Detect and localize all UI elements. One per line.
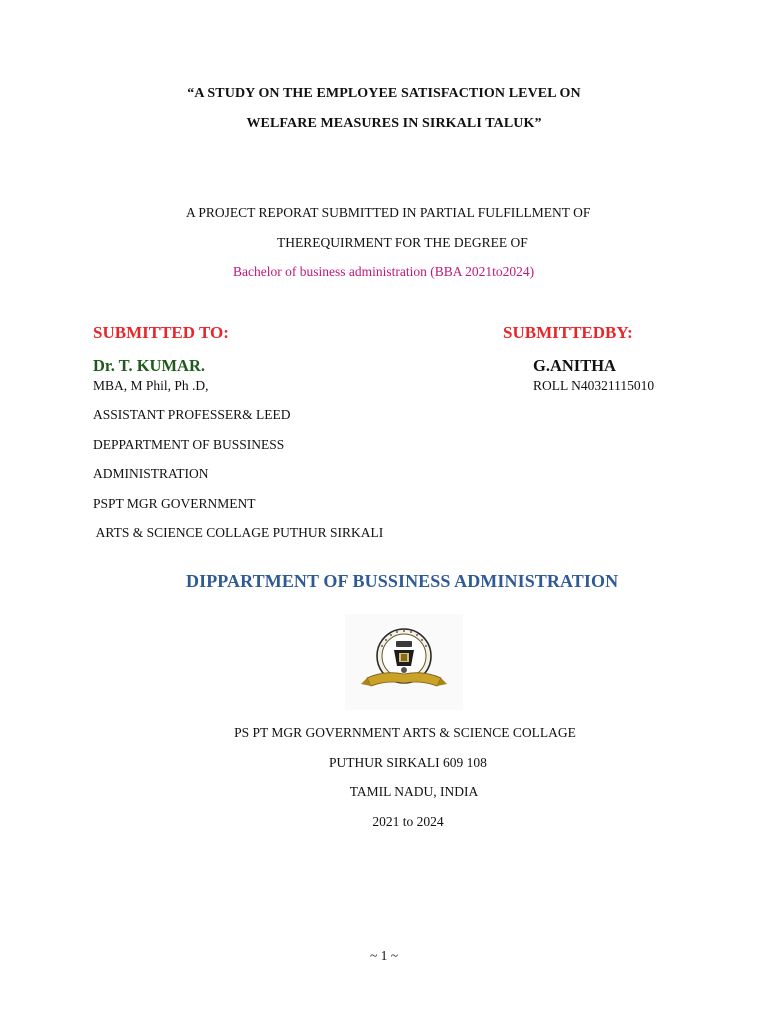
submitted-by-heading: SUBMITTEDBY: [503, 323, 633, 342]
guide-qualification: MBA, M Phil, Ph .D, [93, 378, 209, 393]
guide-college-line-2: ARTS & SCIENCE COLLAGE PUTHUR SIRKALI [93, 525, 384, 540]
college-name: PS PT MGR GOVERNMENT ARTS & SCIENCE COLLAGE [234, 725, 576, 740]
submitted-to-heading: SUBMITTED TO: [93, 323, 229, 342]
guide-department-line-2: ADMINISTRATION [93, 466, 209, 481]
college-state: TAMIL NADU, INDIA [349, 784, 479, 799]
roll-number: ROLL N40321115010 [533, 378, 655, 393]
guide-designation: ASSISTANT PROFESSER& LEED [93, 407, 291, 422]
student-name: G.ANITHA [533, 356, 616, 375]
guide-college-line-1: PSPT MGR GOVERNMENT [93, 496, 256, 511]
department-heading: DIPPARTMENT OF BUSSINESS ADMINISTRATION [186, 571, 619, 591]
title-line-1: “A STUDY ON THE EMPLOYEE SATISFACTION LEVEL ON [187, 86, 581, 101]
degree-line: Bachelor of business administration (BBA 2021to2024) [233, 264, 535, 279]
college-address: PUTHUR SIRKALI 609 108 [329, 755, 487, 770]
page-number: ~ 1 ~ [369, 948, 399, 963]
submission-line-2: THEREQUIRMENT FOR THE DEGREE OF [277, 235, 528, 250]
guide-department-line-1: DEPPARTMENT OF BUSSINESS [93, 437, 285, 452]
title-line-2: WELFARE MEASURES IN SIRKALI TALUK” [246, 116, 542, 131]
submission-line-1: A PROJECT REPORAT SUBMITTED IN PARTIAL FULFILLMENT OF [186, 205, 591, 220]
guide-name: Dr. T. KUMAR. [93, 356, 205, 375]
academic-years: 2021 to 2024 [372, 814, 444, 829]
college-emblem-icon [345, 614, 463, 710]
